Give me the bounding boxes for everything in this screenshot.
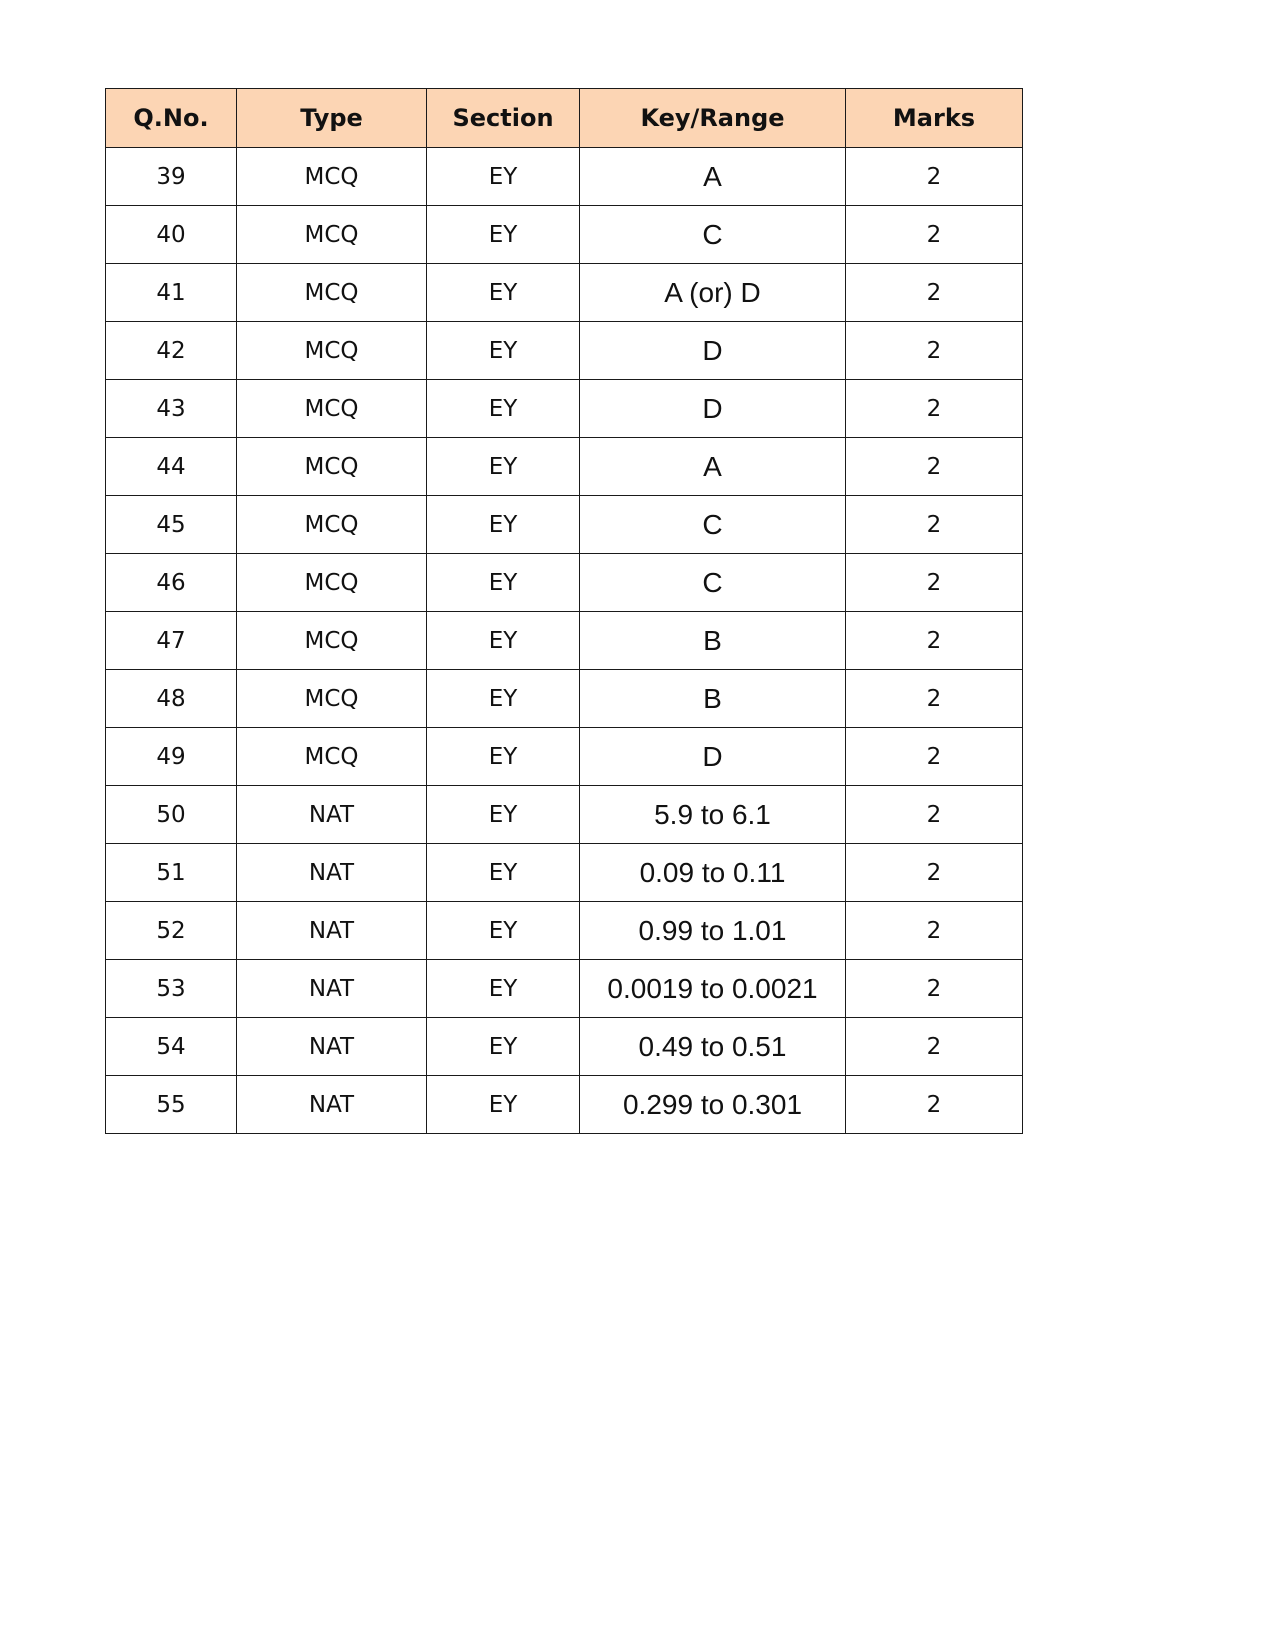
cell-qno: 40: [106, 206, 237, 264]
cell-section: EY: [427, 380, 580, 438]
cell-key-range: A (or) D: [580, 264, 846, 322]
cell-qno: 44: [106, 438, 237, 496]
cell-marks: 2: [846, 786, 1023, 844]
table-row: [106, 438, 1023, 496]
table-row: [106, 496, 1023, 554]
cell-qno: 55: [106, 1076, 237, 1134]
cell-key-range: A: [580, 438, 846, 496]
cell-type: NAT: [237, 1076, 427, 1134]
cell-key-range: 0.99 to 1.01: [580, 902, 846, 960]
cell-key-range: B: [580, 670, 846, 728]
cell-marks: 2: [846, 844, 1023, 902]
cell-section: EY: [427, 206, 580, 264]
cell-qno: 43: [106, 380, 237, 438]
cell-qno: 42: [106, 322, 237, 380]
header-type: Type: [237, 89, 427, 148]
cell-section: EY: [427, 960, 580, 1018]
cell-section: EY: [427, 438, 580, 496]
cell-qno: 53: [106, 960, 237, 1018]
cell-key-range: C: [580, 496, 846, 554]
table-row: [106, 612, 1023, 670]
cell-type: NAT: [237, 960, 427, 1018]
cell-type: MCQ: [237, 438, 427, 496]
cell-qno: 51: [106, 844, 237, 902]
cell-marks: 2: [846, 380, 1023, 438]
cell-section: EY: [427, 496, 580, 554]
cell-section: EY: [427, 554, 580, 612]
cell-qno: 39: [106, 148, 237, 206]
cell-qno: 52: [106, 902, 237, 960]
cell-marks: 2: [846, 264, 1023, 322]
cell-key-range: C: [580, 554, 846, 612]
table-row: [106, 902, 1023, 960]
cell-section: EY: [427, 1018, 580, 1076]
table-row: [106, 1076, 1023, 1134]
cell-key-range: A: [580, 148, 846, 206]
cell-type: MCQ: [237, 728, 427, 786]
table-row: [106, 960, 1023, 1018]
cell-type: MCQ: [237, 322, 427, 380]
cell-section: EY: [427, 612, 580, 670]
header-section: Section: [427, 89, 580, 148]
cell-type: MCQ: [237, 612, 427, 670]
cell-section: EY: [427, 786, 580, 844]
cell-qno: 45: [106, 496, 237, 554]
table-row: [106, 206, 1023, 264]
cell-qno: 50: [106, 786, 237, 844]
cell-key-range: 0.299 to 0.301: [580, 1076, 846, 1134]
cell-qno: 47: [106, 612, 237, 670]
table-row: [106, 322, 1023, 380]
cell-type: MCQ: [237, 206, 427, 264]
cell-section: EY: [427, 670, 580, 728]
cell-key-range: D: [580, 380, 846, 438]
cell-qno: 46: [106, 554, 237, 612]
cell-marks: 2: [846, 554, 1023, 612]
cell-section: EY: [427, 728, 580, 786]
table-row: [106, 728, 1023, 786]
cell-marks: 2: [846, 1018, 1023, 1076]
cell-marks: 2: [846, 322, 1023, 380]
answer-key-table: [105, 88, 1023, 1134]
cell-marks: 2: [846, 206, 1023, 264]
cell-type: MCQ: [237, 496, 427, 554]
cell-section: EY: [427, 844, 580, 902]
cell-qno: 49: [106, 728, 237, 786]
cell-marks: 2: [846, 148, 1023, 206]
table-row: [106, 1018, 1023, 1076]
table-row: [106, 786, 1023, 844]
cell-key-range: 0.49 to 0.51: [580, 1018, 846, 1076]
cell-type: NAT: [237, 1018, 427, 1076]
cell-type: NAT: [237, 844, 427, 902]
cell-key-range: C: [580, 206, 846, 264]
cell-qno: 48: [106, 670, 237, 728]
table-row: [106, 148, 1023, 206]
cell-key-range: 0.09 to 0.11: [580, 844, 846, 902]
cell-section: EY: [427, 322, 580, 380]
table-row: [106, 844, 1023, 902]
cell-type: NAT: [237, 902, 427, 960]
header-marks: Marks: [846, 89, 1023, 148]
cell-marks: 2: [846, 438, 1023, 496]
cell-qno: 54: [106, 1018, 237, 1076]
cell-type: MCQ: [237, 264, 427, 322]
cell-section: EY: [427, 264, 580, 322]
cell-key-range: 0.0019 to 0.0021: [580, 960, 846, 1018]
table-row: [106, 380, 1023, 438]
cell-key-range: 5.9 to 6.1: [580, 786, 846, 844]
table-body: [106, 148, 1023, 1134]
header-key-range: Key/Range: [580, 89, 846, 148]
cell-marks: 2: [846, 728, 1023, 786]
cell-section: EY: [427, 148, 580, 206]
cell-section: EY: [427, 902, 580, 960]
cell-type: MCQ: [237, 148, 427, 206]
cell-key-range: D: [580, 728, 846, 786]
cell-marks: 2: [846, 612, 1023, 670]
cell-marks: 2: [846, 496, 1023, 554]
table-row: [106, 554, 1023, 612]
cell-marks: 2: [846, 960, 1023, 1018]
table-row: [106, 670, 1023, 728]
cell-qno: 41: [106, 264, 237, 322]
cell-type: MCQ: [237, 670, 427, 728]
cell-key-range: B: [580, 612, 846, 670]
table-header: [106, 89, 1023, 148]
table-row: [106, 264, 1023, 322]
header-qno: Q.No.: [106, 89, 237, 148]
cell-marks: 2: [846, 902, 1023, 960]
cell-type: MCQ: [237, 554, 427, 612]
cell-key-range: D: [580, 322, 846, 380]
cell-type: NAT: [237, 786, 427, 844]
cell-type: MCQ: [237, 380, 427, 438]
cell-marks: 2: [846, 1076, 1023, 1134]
cell-section: EY: [427, 1076, 580, 1134]
cell-marks: 2: [846, 670, 1023, 728]
header-row: [106, 89, 1023, 148]
